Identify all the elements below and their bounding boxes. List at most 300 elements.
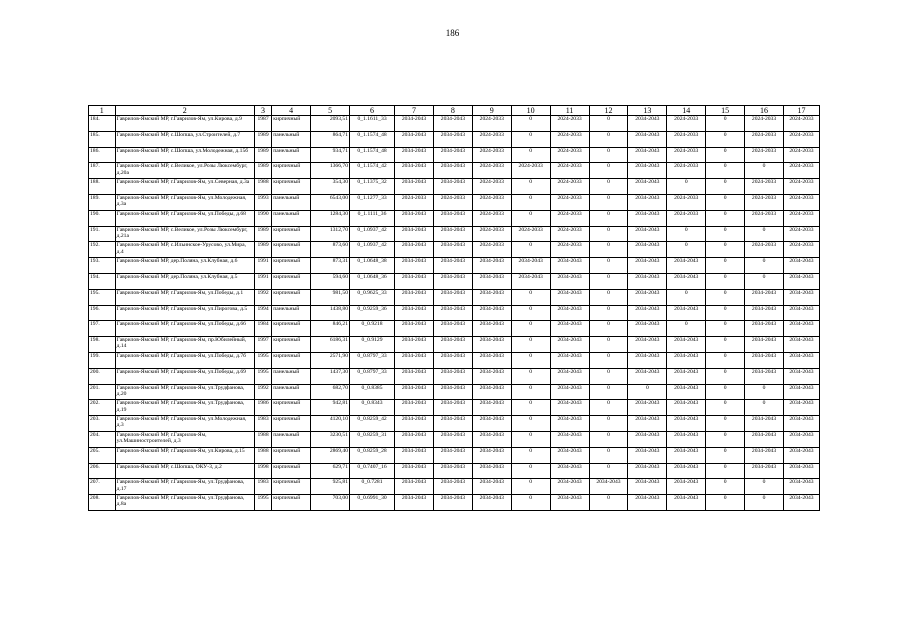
period-col-15-cell: 0 <box>706 273 745 289</box>
table-row <box>89 163 820 179</box>
period-col-17-cell: 2034-2043 <box>783 258 819 274</box>
address-cell: Гаврилов-Ямский МР, г.Гаврилов-Ям, пр.Юбилейный, д.14 <box>115 337 254 353</box>
period-col-13-cell: 2034-2043 <box>628 179 667 195</box>
area-cell: 3230,51 <box>311 431 350 447</box>
index-cell: 0_1.0648_38 <box>350 258 395 274</box>
address-cell: Гаврилов-Ямский МР, г.Гаврилов-Ям, ул.Трудфанова, д.20 <box>115 384 254 400</box>
period-col-13-cell: 2034-2043 <box>628 147 667 163</box>
period-col-10-cell: 0 <box>511 116 550 132</box>
area-cell: 6186,31 <box>311 337 350 353</box>
period-col-16-cell: 2034-2043 <box>745 289 784 305</box>
period-col-9-cell: 2034-2043 <box>472 431 511 447</box>
table-row <box>89 416 820 432</box>
period-col-17-cell: 2024-2033 <box>783 131 819 147</box>
period-col-7-cell: 2034-2043 <box>395 495 434 511</box>
row-number-cell: 203. <box>89 416 116 432</box>
address-cell: Гаврилов-Ямский МР, г.Гаврилов-Ям, ул.Победы, д.1 <box>115 289 254 305</box>
row-number-cell: 202. <box>89 400 116 416</box>
wall-material-cell: кирпичный <box>272 226 311 242</box>
index-cell: 0_1.1574_48 <box>350 131 395 147</box>
period-col-9-cell: 2024-2033 <box>472 147 511 163</box>
period-col-7-cell: 2034-2043 <box>395 226 434 242</box>
period-col-15-cell: 0 <box>706 384 745 400</box>
build-year-cell: 1988 <box>254 431 271 447</box>
period-col-16-cell: 2034-2043 <box>745 305 784 321</box>
period-col-7-cell: 2034-2043 <box>395 384 434 400</box>
period-col-10-cell: 0 <box>511 431 550 447</box>
period-col-17-cell: 2024-2033 <box>783 147 819 163</box>
period-col-15-cell: 0 <box>706 305 745 321</box>
period-col-11-cell: 2034-2043 <box>550 463 589 479</box>
period-col-11-cell: 2034-2043 <box>550 479 589 495</box>
period-col-17-cell: 2034-2043 <box>783 289 819 305</box>
period-col-12-cell: 0 <box>589 131 628 147</box>
period-col-7-cell: 2034-2043 <box>395 321 434 337</box>
period-col-14-cell: 2024-2033 <box>667 163 706 179</box>
period-col-16-cell: 2024-2033 <box>745 116 784 132</box>
period-col-16-cell: 2024-2033 <box>745 179 784 195</box>
row-number-cell: 198. <box>89 337 116 353</box>
address-cell: Гаврилов-Ямский МР, г.Гаврилов-Ям, ул.Кирова, д.15 <box>115 447 254 463</box>
period-col-9-cell: 2034-2043 <box>472 479 511 495</box>
period-col-15-cell: 0 <box>706 116 745 132</box>
wall-material-cell: кирпичный <box>272 495 311 511</box>
period-col-12-cell: 0 <box>589 210 628 226</box>
build-year-cell: 1991 <box>254 273 271 289</box>
column-header: 1 <box>89 106 116 116</box>
period-col-12-cell: 0 <box>589 289 628 305</box>
wall-material-cell: кирпичный <box>272 479 311 495</box>
period-col-12-cell: 0 <box>589 258 628 274</box>
period-col-17-cell: 2034-2043 <box>783 431 819 447</box>
period-col-12-cell: 0 <box>589 321 628 337</box>
column-header: 11 <box>550 106 589 116</box>
period-col-17-cell: 2024-2033 <box>783 194 819 210</box>
area-cell: 1284,30 <box>311 210 350 226</box>
wall-material-cell: кирпичный <box>272 416 311 432</box>
period-col-12-cell: 0 <box>589 431 628 447</box>
row-number-cell: 184. <box>89 116 116 132</box>
period-col-13-cell: 2034-2043 <box>628 447 667 463</box>
period-col-15-cell: 0 <box>706 226 745 242</box>
period-col-17-cell: 2034-2043 <box>783 337 819 353</box>
period-col-14-cell: 0 <box>667 179 706 195</box>
period-col-7-cell: 2034-2043 <box>395 416 434 432</box>
period-col-16-cell: 2034-2043 <box>745 416 784 432</box>
period-col-8-cell: 2034-2043 <box>433 289 472 305</box>
period-col-13-cell: 2034-2043 <box>628 305 667 321</box>
period-col-17-cell: 2034-2043 <box>783 447 819 463</box>
build-year-cell: 1995 <box>254 352 271 368</box>
period-col-7-cell: 2034-2043 <box>395 273 434 289</box>
period-col-9-cell: 2034-2043 <box>472 400 511 416</box>
period-col-8-cell: 2034-2043 <box>433 337 472 353</box>
period-col-10-cell: 0 <box>511 131 550 147</box>
wall-material-cell: кирпичный <box>272 463 311 479</box>
period-col-8-cell: 2034-2043 <box>433 226 472 242</box>
area-cell: 942,81 <box>311 400 350 416</box>
area-cell: 2093,51 <box>311 116 350 132</box>
table-row <box>89 258 820 274</box>
period-col-12-cell: 0 <box>589 179 628 195</box>
period-col-11-cell: 2024-2033 <box>550 163 589 179</box>
build-year-cell: 1992 <box>254 289 271 305</box>
period-col-12-cell: 0 <box>589 163 628 179</box>
column-number-row <box>89 106 820 116</box>
period-col-11-cell: 2024-2033 <box>550 210 589 226</box>
wall-material-cell: кирпичный <box>272 447 311 463</box>
period-col-13-cell: 2034-2043 <box>628 368 667 384</box>
period-col-14-cell: 2034-2043 <box>667 352 706 368</box>
index-cell: 0_1.1111_36 <box>350 210 395 226</box>
row-number-cell: 185. <box>89 131 116 147</box>
area-cell: 925,81 <box>311 479 350 495</box>
address-cell: Гаврилов-Ямский МР, г.Гаврилов-Ям, ул.Пирогова, д.5 <box>115 305 254 321</box>
table-row <box>89 242 820 258</box>
row-number-cell: 207. <box>89 479 116 495</box>
period-col-9-cell: 2034-2043 <box>472 258 511 274</box>
wall-material-cell: панельный <box>272 210 311 226</box>
period-col-7-cell: 2034-2043 <box>395 258 434 274</box>
period-col-17-cell: 2024-2033 <box>783 242 819 258</box>
row-number-cell: 186. <box>89 147 116 163</box>
period-col-10-cell: 0 <box>511 416 550 432</box>
period-col-10-cell: 0 <box>511 463 550 479</box>
period-col-11-cell: 2034-2043 <box>550 258 589 274</box>
period-col-11-cell: 2024-2033 <box>550 242 589 258</box>
period-col-9-cell: 2034-2043 <box>472 321 511 337</box>
build-year-cell: 1984 <box>254 321 271 337</box>
period-col-7-cell: 2034-2043 <box>395 179 434 195</box>
index-cell: 0_1.0648_36 <box>350 273 395 289</box>
period-col-16-cell: 2034-2043 <box>745 368 784 384</box>
period-col-14-cell: 2034-2043 <box>667 416 706 432</box>
period-col-15-cell: 0 <box>706 194 745 210</box>
build-year-cell: 1990 <box>254 210 271 226</box>
period-col-12-cell: 0 <box>589 400 628 416</box>
period-col-17-cell: 2034-2043 <box>783 400 819 416</box>
build-year-cell: 1988 <box>254 447 271 463</box>
period-col-11-cell: 2034-2043 <box>550 273 589 289</box>
period-col-15-cell: 0 <box>706 352 745 368</box>
period-col-7-cell: 2034-2043 <box>395 131 434 147</box>
period-col-7-cell: 2034-2043 <box>395 463 434 479</box>
address-cell: Гаврилов-Ямский МР, с.Шопша, ул.Молодежная, д.15б <box>115 147 254 163</box>
period-col-15-cell: 0 <box>706 479 745 495</box>
wall-material-cell: кирпичный <box>272 116 311 132</box>
row-number-cell: 189. <box>89 194 116 210</box>
period-col-8-cell: 2034-2043 <box>433 431 472 447</box>
period-col-7-cell: 2034-2043 <box>395 368 434 384</box>
build-year-cell: 1986 <box>254 400 271 416</box>
period-col-7-cell: 2034-2043 <box>395 242 434 258</box>
index-cell: 0_1.1574_48 <box>350 147 395 163</box>
period-col-15-cell: 0 <box>706 495 745 511</box>
period-col-10-cell: 0 <box>511 210 550 226</box>
index-cell: 0_0.8259_31 <box>350 431 395 447</box>
period-col-8-cell: 2034-2043 <box>433 400 472 416</box>
wall-material-cell: панельный <box>272 431 311 447</box>
period-col-10-cell: 0 <box>511 242 550 258</box>
period-col-15-cell: 0 <box>706 210 745 226</box>
period-col-10-cell: 0 <box>511 447 550 463</box>
period-col-16-cell: 0 <box>745 258 784 274</box>
column-header: 3 <box>254 106 271 116</box>
period-col-13-cell: 2034-2043 <box>628 273 667 289</box>
wall-material-cell: панельный <box>272 147 311 163</box>
index-cell: 0_0.8797_33 <box>350 368 395 384</box>
period-col-9-cell: 2034-2043 <box>472 447 511 463</box>
period-col-14-cell: 2024-2033 <box>667 116 706 132</box>
address-cell: Гаврилов-Ямский МР, г.Гаврилов-Ям, ул.Северная, д.3а <box>115 179 254 195</box>
period-col-14-cell: 2034-2043 <box>667 384 706 400</box>
period-col-13-cell: 2034-2043 <box>628 352 667 368</box>
table-body <box>89 116 820 511</box>
address-cell: Гаврилов-Ямский МР, дер.Поляна, ул.Клубная, д.5 <box>115 273 254 289</box>
period-col-11-cell: 2024-2033 <box>550 194 589 210</box>
row-number-cell: 195. <box>89 289 116 305</box>
period-col-13-cell: 2034-2043 <box>628 337 667 353</box>
period-col-10-cell: 0 <box>511 147 550 163</box>
period-col-16-cell: 2024-2033 <box>745 131 784 147</box>
wall-material-cell: кирпичный <box>272 163 311 179</box>
period-col-17-cell: 2034-2043 <box>783 416 819 432</box>
period-col-14-cell: 0 <box>667 289 706 305</box>
period-col-7-cell: 2034-2043 <box>395 431 434 447</box>
period-col-11-cell: 2034-2043 <box>550 447 589 463</box>
period-col-14-cell: 2024-2033 <box>667 194 706 210</box>
period-col-7-cell: 2034-2043 <box>395 337 434 353</box>
period-col-16-cell: 2024-2033 <box>745 194 784 210</box>
period-col-7-cell: 2034-2043 <box>395 447 434 463</box>
period-col-13-cell: 2034-2043 <box>628 258 667 274</box>
period-col-17-cell: 2034-2043 <box>783 479 819 495</box>
period-col-7-cell: 2034-2043 <box>395 479 434 495</box>
period-col-13-cell: 2034-2043 <box>628 210 667 226</box>
area-cell: 1312,70 <box>311 226 350 242</box>
row-number-cell: 201. <box>89 384 116 400</box>
period-col-7-cell: 2034-2043 <box>395 352 434 368</box>
period-col-9-cell: 2034-2043 <box>472 305 511 321</box>
period-col-15-cell: 0 <box>706 163 745 179</box>
row-number-cell: 190. <box>89 210 116 226</box>
period-col-14-cell: 2034-2043 <box>667 337 706 353</box>
period-col-11-cell: 2034-2043 <box>550 431 589 447</box>
period-col-13-cell: 2034-2043 <box>628 131 667 147</box>
table-row <box>89 273 820 289</box>
period-col-9-cell: 2034-2043 <box>472 384 511 400</box>
period-col-8-cell: 2034-2043 <box>433 163 472 179</box>
period-col-12-cell: 0 <box>589 273 628 289</box>
column-header: 10 <box>511 106 550 116</box>
build-year-cell: 1988 <box>254 179 271 195</box>
period-col-7-cell: 2024-2033 <box>395 194 434 210</box>
period-col-14-cell: 2034-2043 <box>667 495 706 511</box>
period-col-8-cell: 2034-2043 <box>433 210 472 226</box>
period-col-17-cell: 2034-2043 <box>783 368 819 384</box>
period-col-10-cell: 0 <box>511 479 550 495</box>
index-cell: 0_0.8259_28 <box>350 447 395 463</box>
column-header: 8 <box>433 106 472 116</box>
period-col-13-cell: 2034-2043 <box>628 495 667 511</box>
period-col-14-cell: 0 <box>667 242 706 258</box>
index-cell: 0_0.9625_33 <box>350 289 395 305</box>
period-col-10-cell: 2034-2043 <box>511 258 550 274</box>
area-cell: 594,60 <box>311 273 350 289</box>
index-cell: 0_0.7281 <box>350 479 395 495</box>
period-col-8-cell: 2034-2043 <box>433 479 472 495</box>
period-col-13-cell: 2034-2043 <box>628 479 667 495</box>
period-col-8-cell: 2034-2043 <box>433 447 472 463</box>
period-col-8-cell: 2034-2043 <box>433 352 472 368</box>
area-cell: 1437,30 <box>311 368 350 384</box>
period-col-13-cell: 2034-2043 <box>628 226 667 242</box>
address-cell: Гаврилов-Ямский МР, с.Шопша, ОКУ-3, д.2 <box>115 463 254 479</box>
period-col-16-cell: 0 <box>745 273 784 289</box>
period-col-8-cell: 2034-2043 <box>433 258 472 274</box>
period-col-16-cell: 0 <box>745 163 784 179</box>
period-col-10-cell: 0 <box>511 179 550 195</box>
build-year-cell: 1991 <box>254 258 271 274</box>
address-cell: Гаврилов-Ямский МР, г.Гаврилов-Ям, ул.Победы, д.7б <box>115 352 254 368</box>
build-year-cell: 1989 <box>254 131 271 147</box>
period-col-14-cell: 2034-2043 <box>667 447 706 463</box>
area-cell: 1438,80 <box>311 305 350 321</box>
area-cell: 846,21 <box>311 321 350 337</box>
period-col-8-cell: 2034-2043 <box>433 242 472 258</box>
period-col-13-cell: 2034-2043 <box>628 463 667 479</box>
index-cell: 0_1.1277_33 <box>350 194 395 210</box>
period-col-15-cell: 0 <box>706 131 745 147</box>
period-col-17-cell: 2024-2033 <box>783 210 819 226</box>
address-cell: Гаврилов-Ямский МР, с.Великое, ул.Розы Люксембург, д.21а <box>115 226 254 242</box>
period-col-11-cell: 2034-2043 <box>550 368 589 384</box>
build-year-cell: 1995 <box>254 368 271 384</box>
period-col-17-cell: 2034-2043 <box>783 495 819 511</box>
build-year-cell: 1983 <box>254 479 271 495</box>
row-number-cell: 194. <box>89 273 116 289</box>
period-col-12-cell: 2034-2043 <box>589 479 628 495</box>
period-col-15-cell: 0 <box>706 258 745 274</box>
period-col-12-cell: 0 <box>589 147 628 163</box>
wall-material-cell: кирпичный <box>272 337 311 353</box>
address-cell: Гаврилов-Ямский МР, с.Ильинское-Урусово, ул.Мира, д.4 <box>115 242 254 258</box>
page-number: 186 <box>445 28 460 38</box>
period-col-7-cell: 2034-2043 <box>395 400 434 416</box>
period-col-11-cell: 2034-2043 <box>550 352 589 368</box>
period-col-9-cell: 2034-2043 <box>472 337 511 353</box>
period-col-16-cell: 2024-2033 <box>745 242 784 258</box>
index-cell: 0_0.9218 <box>350 321 395 337</box>
period-col-13-cell: 2034-2043 <box>628 163 667 179</box>
period-col-15-cell: 0 <box>706 242 745 258</box>
table-row <box>89 479 820 495</box>
row-number-cell: 188. <box>89 179 116 195</box>
index-cell: 0_0.6991_30 <box>350 495 395 511</box>
period-col-14-cell: 2024-2033 <box>667 210 706 226</box>
address-cell: Гаврилов-Ямский МР, г.Гаврилов-Ям, ул.Победы, д.68 <box>115 210 254 226</box>
period-col-16-cell: 2034-2043 <box>745 337 784 353</box>
table-row <box>89 400 820 416</box>
period-col-16-cell: 2034-2043 <box>745 463 784 479</box>
row-number-cell: 197. <box>89 321 116 337</box>
area-cell: 354,30 <box>311 179 350 195</box>
build-year-cell: 1993 <box>254 194 271 210</box>
address-cell: Гаврилов-Ямский МР, г.Гаврилов-Ям, ул.Трудфанова, д.8а <box>115 495 254 511</box>
period-col-10-cell: 0 <box>511 495 550 511</box>
wall-material-cell: панельный <box>272 131 311 147</box>
wall-material-cell: кирпичный <box>272 352 311 368</box>
row-number-cell: 205. <box>89 447 116 463</box>
period-col-10-cell: 0 <box>511 400 550 416</box>
build-year-cell: 1998 <box>254 463 271 479</box>
build-year-cell: 1989 <box>254 147 271 163</box>
wall-material-cell: панельный <box>272 368 311 384</box>
period-col-15-cell: 0 <box>706 147 745 163</box>
period-col-14-cell: 0 <box>667 321 706 337</box>
period-col-7-cell: 2034-2043 <box>395 163 434 179</box>
period-col-15-cell: 0 <box>706 368 745 384</box>
area-cell: 6543,00 <box>311 194 350 210</box>
index-cell: 0_0.7407_16 <box>350 463 395 479</box>
period-col-11-cell: 2034-2043 <box>550 289 589 305</box>
address-cell: Гаврилов-Ямский МР, г.Гаврилов-Ям, ул.Трудфанова, д.19 <box>115 400 254 416</box>
build-year-cell: 1989 <box>254 242 271 258</box>
table-row <box>89 194 820 210</box>
column-header: 4 <box>272 106 311 116</box>
table-row <box>89 368 820 384</box>
period-col-13-cell: 2034-2043 <box>628 194 667 210</box>
period-col-13-cell: 2034-2043 <box>628 400 667 416</box>
period-col-10-cell: 2024-2033 <box>511 163 550 179</box>
build-year-cell: 1989 <box>254 226 271 242</box>
address-cell: Гаврилов-Ямский МР, г.Гаврилов-Ям, ул.Машиностроителей, д.3 <box>115 431 254 447</box>
housing-register-table <box>88 105 820 511</box>
period-col-17-cell: 2024-2033 <box>783 179 819 195</box>
table-row <box>89 495 820 511</box>
period-col-16-cell: 2034-2043 <box>745 352 784 368</box>
build-year-cell: 1987 <box>254 116 271 132</box>
period-col-14-cell: 2034-2043 <box>667 479 706 495</box>
column-header: 17 <box>783 106 819 116</box>
period-col-12-cell: 0 <box>589 242 628 258</box>
period-col-12-cell: 0 <box>589 447 628 463</box>
period-col-14-cell: 2034-2043 <box>667 368 706 384</box>
period-col-12-cell: 0 <box>589 226 628 242</box>
period-col-10-cell: 0 <box>511 352 550 368</box>
period-col-9-cell: 2034-2043 <box>472 463 511 479</box>
period-col-11-cell: 2034-2043 <box>550 337 589 353</box>
wall-material-cell: кирпичный <box>272 289 311 305</box>
period-col-15-cell: 0 <box>706 289 745 305</box>
row-number-cell: 196. <box>89 305 116 321</box>
row-number-cell: 191. <box>89 226 116 242</box>
period-col-8-cell: 2034-2043 <box>433 273 472 289</box>
period-col-15-cell: 0 <box>706 337 745 353</box>
index-cell: 0_0.8797_33 <box>350 352 395 368</box>
period-col-11-cell: 2024-2033 <box>550 226 589 242</box>
index-cell: 0_1.1375_32 <box>350 179 395 195</box>
row-number-cell: 187. <box>89 163 116 179</box>
period-col-12-cell: 0 <box>589 305 628 321</box>
period-col-9-cell: 2024-2033 <box>472 210 511 226</box>
row-number-cell: 193. <box>89 258 116 274</box>
period-col-8-cell: 2034-2043 <box>433 463 472 479</box>
row-number-cell: 206. <box>89 463 116 479</box>
period-col-7-cell: 2034-2043 <box>395 116 434 132</box>
address-cell: Гаврилов-Ямский МР, г.Гаврилов-Ям, ул.Победы, д.66 <box>115 321 254 337</box>
table-row <box>89 147 820 163</box>
